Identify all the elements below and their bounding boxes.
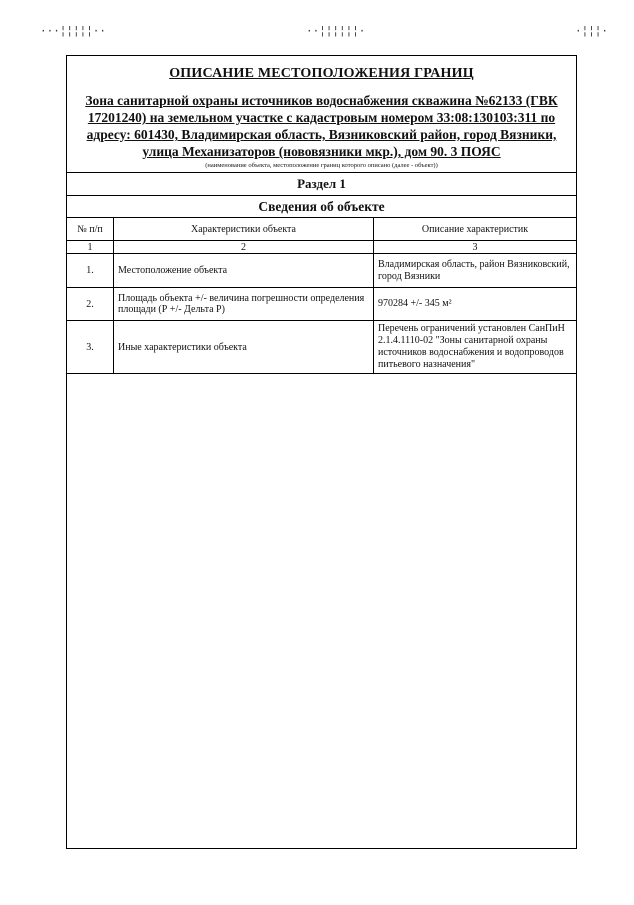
row-value: Владимирская область, район Вязниковский, город Вязники <box>374 254 577 288</box>
section-title: Сведения об объекте <box>258 199 385 214</box>
document-frame <box>66 55 577 849</box>
scan-mark-right: ·¦¦¦· <box>575 26 609 38</box>
row-value: Перечень ограничений установлен СанПиН 2.1.4.1110-02 "Зоны санитарной охраны источников водоснабжения и водопроводов питьевого назначения" <box>374 321 577 374</box>
column-header-characteristic: Характеристики объекта <box>114 218 374 241</box>
column-number: 1 <box>67 241 114 254</box>
scan-mark-center: ··¦¦¦¦¦¦· <box>306 26 366 38</box>
column-number: 3 <box>374 241 577 254</box>
column-header-description: Описание характеристик <box>374 218 577 241</box>
row-characteristic: Иные характеристики объекта <box>114 321 374 374</box>
document-title: ОПИСАНИЕ МЕСТОПОЛОЖЕНИЯ ГРАНИЦ <box>169 66 474 81</box>
object-description: Зона санитарной охраны источников водоснабжения скважина №62133 (ГВК 17201240) на земельном участке с кадастровым номером 33:08:130103:311 по адресу: 601430, Владимирская область, Вязниковский район, город Вязники, улица Механизаторов (нововязники мкр.), дом 90. 3 ПОЯС <box>85 93 558 159</box>
scan-mark-left: ···¦¦¦¦¦·· <box>40 26 107 38</box>
row-value: 970284 +/- 345 м² <box>374 288 577 321</box>
row-characteristic: Площадь объекта +/- величина погрешности определения площади (Р +/- Дельта Р) <box>114 288 374 321</box>
row-characteristic: Местоположение объекта <box>114 254 374 288</box>
column-number: 2 <box>114 241 374 254</box>
table-row <box>67 254 576 288</box>
object-description-note: (наименование объекта, местоположение границ которого описано (далее - объект)) <box>205 162 438 169</box>
table-row <box>67 321 576 374</box>
object-info-table <box>67 217 576 374</box>
row-number: 3. <box>67 321 114 374</box>
column-header-number: № п/п <box>67 218 114 241</box>
row-number: 1. <box>67 254 114 288</box>
document-header <box>67 66 576 169</box>
section-label: Раздел 1 <box>297 176 346 191</box>
table-row <box>67 288 576 321</box>
row-number: 2. <box>67 288 114 321</box>
column-number-row <box>67 241 576 254</box>
table-header-row <box>67 218 576 241</box>
